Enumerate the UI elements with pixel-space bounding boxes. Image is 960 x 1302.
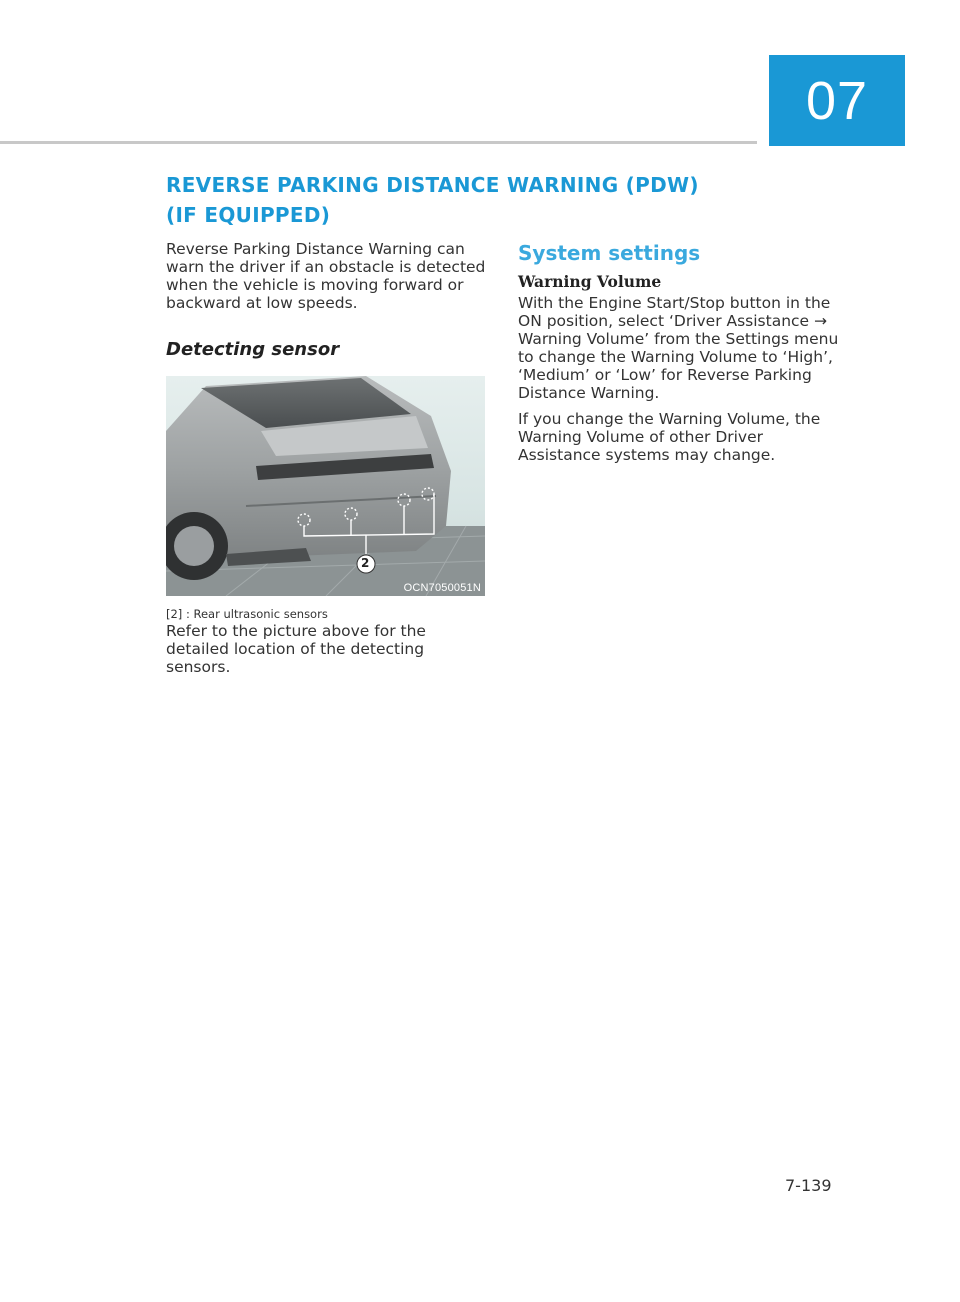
figure-callout-number: 2 [361,556,370,570]
warning-volume-subheading: Warning Volume [518,272,662,291]
section-title-line2: (IF EQUIPPED) [166,203,331,227]
section-title [166,170,806,230]
detecting-sensor-heading: Detecting sensor [166,339,340,360]
right-column [518,240,848,464]
figure-caption: [2] : Rear ultrasonic sensors [166,607,328,621]
warning-volume-paragraph: With the Engine Start/Stop button in the ON position, select ‘Driver Assistance → Warning Volume’ from the Settings menu to change the Warning Volume to ‘High’, ‘Medium’ or ‘Low’ for Reverse Parking Distance Warning. [518,294,839,402]
warning-volume-note: If you change the Warning Volume, the Warning Volume of other Driver Assistance systems may change. [518,410,821,464]
location-paragraph: Refer to the picture above for the detailed location of the detecting sensors. [166,622,426,676]
system-settings-heading: System settings [518,241,701,265]
left-column [166,240,486,676]
section-title-line1: REVERSE PARKING DISTANCE WARNING (PDW) [166,173,699,197]
chapter-tab [769,55,905,146]
chapter-number: 07 [805,70,869,131]
header-rule [0,141,757,144]
figure-code: OCN7050051N [403,582,481,594]
car-rear-illustration [166,376,485,596]
page-number: 7-139 [785,1176,832,1195]
rear-sensor-figure [166,376,485,596]
intro-paragraph: Reverse Parking Distance Warning can warn the driver if an obstacle is detected when the vehicle is moving forward or backward at low speeds. [166,240,486,312]
